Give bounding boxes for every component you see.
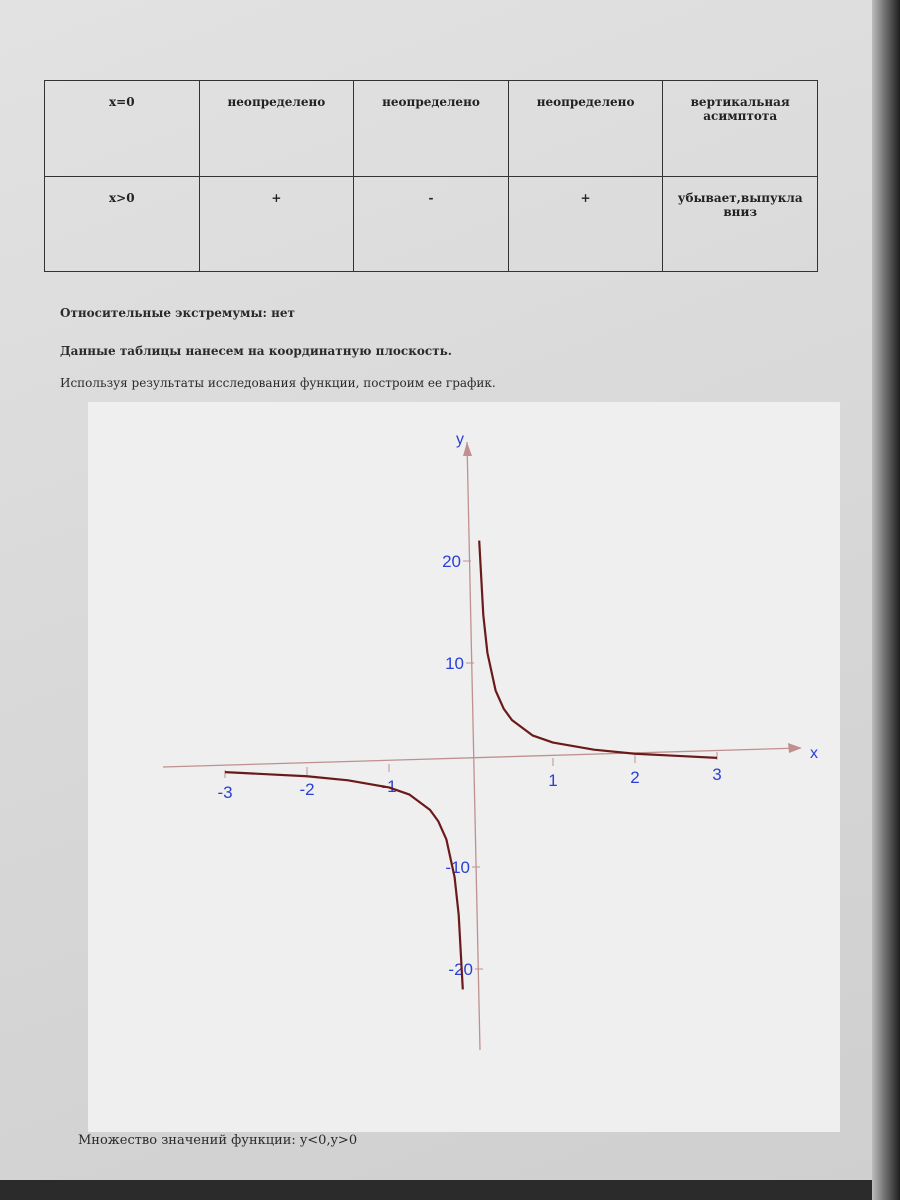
table-cell: x=0 [45, 81, 200, 177]
graph-panel [88, 402, 840, 1132]
y-tick-label: -20 [448, 960, 473, 979]
graph-note-text: Используя результаты исследования функции, построим ее график. [60, 376, 496, 390]
x-axis-arrow [788, 743, 802, 753]
curve-branch-1 [479, 541, 717, 758]
x-axis-label: x [810, 745, 818, 762]
function-graph [88, 402, 840, 1132]
x-tick-label: 3 [712, 765, 722, 784]
table-cell: + [199, 176, 354, 272]
table-cell: неопределено [508, 81, 663, 177]
function-study-table [44, 80, 818, 272]
y-axis-label: y [456, 431, 464, 448]
curve-branch-2 [225, 772, 463, 989]
y-axis [467, 442, 480, 1050]
table-cell: - [354, 176, 509, 272]
table-cell: неопределено [354, 81, 509, 177]
x-tick-label: -2 [299, 780, 315, 799]
table-cell: неопределено [199, 81, 354, 177]
extrema-text: Относительные экстремумы: нет [60, 306, 295, 320]
range-text: Множество значений функции: y<0,y>0 [78, 1133, 358, 1148]
y-tick-label: -10 [445, 858, 470, 877]
table-cell: x>0 [45, 176, 200, 272]
x-tick-label: -3 [217, 783, 233, 802]
y-axis-arrow [463, 442, 472, 456]
monitor-edge [872, 0, 900, 1200]
table-cell: вертикальная асимптота [663, 81, 818, 177]
y-tick-label: 10 [445, 654, 464, 673]
table-cell: + [508, 176, 663, 272]
x-tick-label: -1 [381, 777, 397, 796]
y-tick-label: 20 [442, 552, 461, 571]
table-row [45, 176, 818, 272]
table-cell: убывает,выпукла вниз [663, 176, 818, 272]
table-row [45, 81, 818, 177]
x-tick-label: 2 [630, 768, 640, 787]
plot-note-text: Данные таблицы нанесем на координатную плоскость. [60, 344, 452, 358]
x-tick-label: 1 [548, 771, 558, 790]
